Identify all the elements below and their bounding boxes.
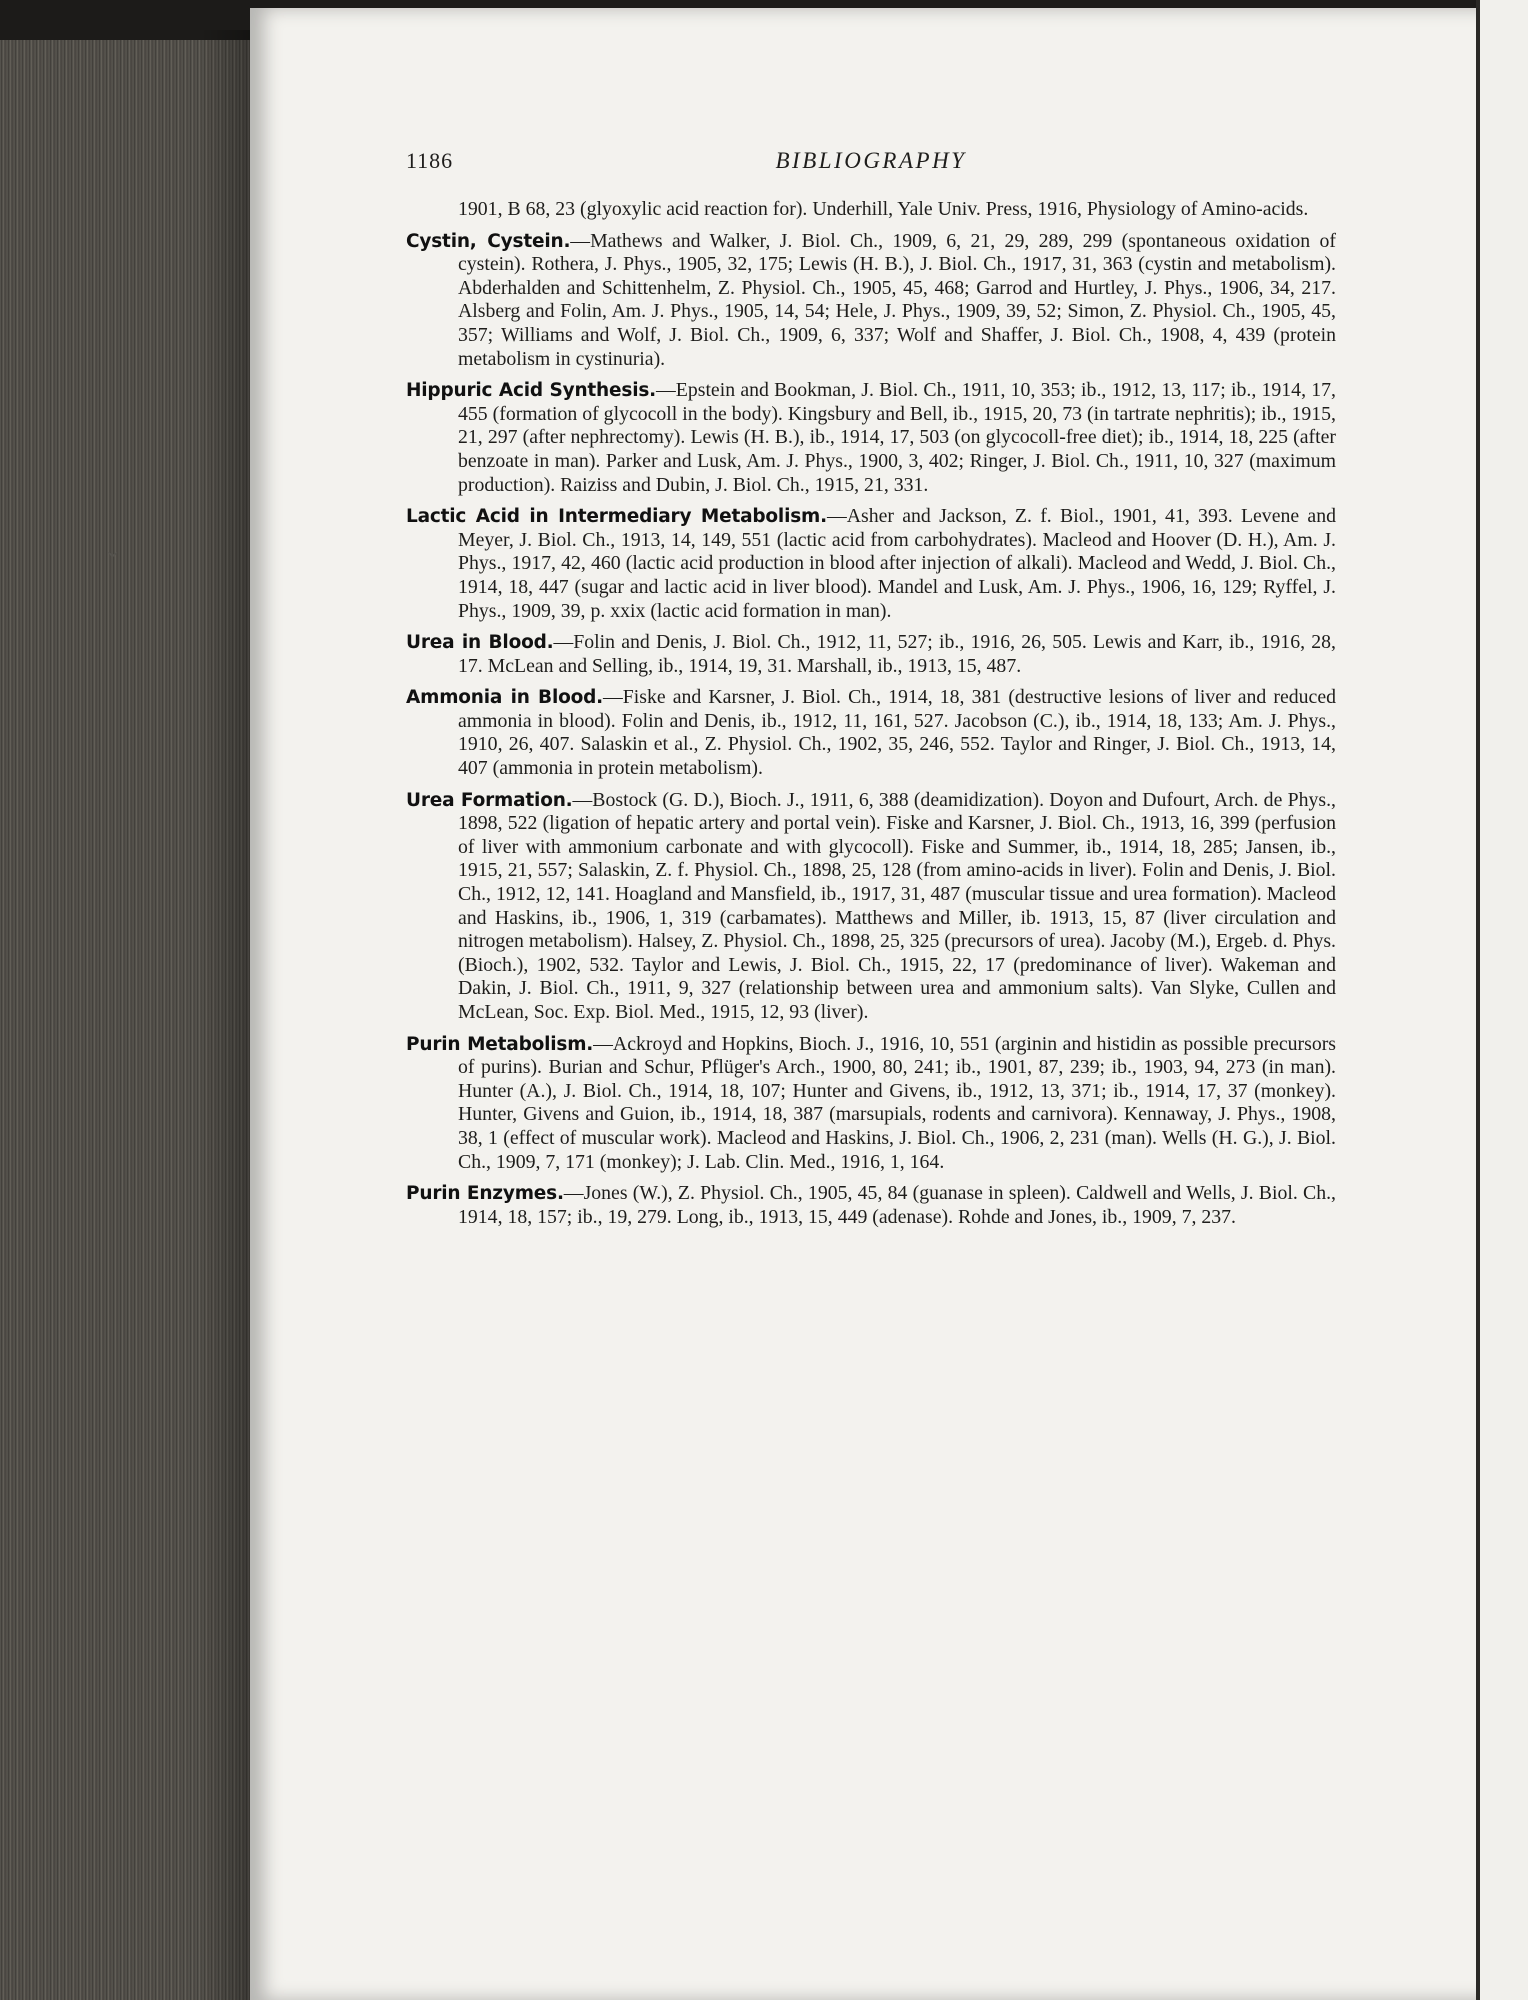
bibliography-entry — [406, 230, 1336, 372]
bibliography-entry — [406, 1182, 1336, 1229]
entry-text: —Bostock (G. D.), Bioch. J., 1911, 6, 388 (deamidization). Doyon and Dufourt, Arch. de Phys., 1898, 522 (ligation of hepatic artery and portal vein). Fiske and Karsner, J. Biol. Ch., 1913, 16, 399 (perfusion of liver with ammonium carbonate and with glycocoll). Fiske and Summer, ib., 1914, 18, 285; Jansen, ib., 1915, 21, 557; Salaskin, Z. f. Physiol. Ch., 1898, 25, 128 (from amino-acids in liver). Folin and Denis, J. Biol. Ch., 1912, 12, 141. Hoagland and Mansfield, ib., 1917, 31, 487 (muscular tissue and urea formation). Macleod and Haskins, ib., 1906, 1, 319 (carbamates). Matthews and Miller, ib. 1913, 15, 87 (liver circulation and nitrogen metabolism). Halsey, Z. Physiol. Ch., 1898, 25, 325 (precursors of urea). Jacoby (M.), Ergeb. d. Phys. (Bioch.), 1902, 532. Taylor and Lewis, J. Biol. Ch., 1915, 22, 17 (predominance of liver). Wakeman and Dakin, J. Biol. Ch., 1911, 9, 327 (relationship between urea and ammonium salts). Van Slyke, Cullen and McLean, Soc. Exp. Biol. Med., 1915, 12, 93 (liver). — [458, 788, 1336, 1023]
entry-text: —Ackroyd and Hopkins, Bioch. J., 1916, 10, 551 (arginin and histidin as possible precursors of purins). Burian and Schur, Pflüger's Arch., 1900, 80, 241; ib., 1901, 87, 239; ib., 1903, 94, 273 (in man). Hunter (A.), J. Biol. Ch., 1914, 18, 107; Hunter and Givens, ib., 1912, 13, 371; ib., 1914, 17, 37 (monkey). Hunter, Givens and Guion, ib., 1914, 18, 387 (marsupials, rodents and carnivora). Kennaway, J. Phys., 1908, 38, 1 (effect of muscular work). Macleod and Haskins, J. Biol. Ch., 1906, 2, 231 (man). Wells (H. G.), J. Biol. Ch., 1909, 7, 171 (monkey); J. Lab. Clin. Med., 1916, 1, 164. — [458, 1032, 1336, 1173]
next-page-edge — [1476, 0, 1528, 2000]
page-header — [406, 148, 1336, 178]
entry-term: Hippuric Acid Synthesis. — [406, 380, 656, 402]
margin-mark: ˇ — [108, 548, 118, 579]
entry-term: Purin Enzymes. — [406, 1183, 564, 1205]
entry-text: —Mathews and Walker, J. Biol. Ch., 1909, 6, 21, 29, 289, 299 (spontaneous oxidation of cystein). Rothera, J. Phys., 1905, 32, 175; Lewis (H. B.), J. Biol. Ch., 1917, 31, 363 (cystin and metabolism). Abderhalden and Schittenhelm, Z. Physiol. Ch., 1905, 45, 468; Garrod and Hurtley, J. Phys., 1906, 34, 217. Alsberg and Folin, Am. J. Phys., 1905, 14, 54; Hele, J. Phys., 1909, 39, 52; Simon, Z. Physiol. Ch., 1905, 45, 357; Williams and Wolf, J. Biol. Ch., 1909, 6, 337; Wolf and Shaffer, J. Biol. Ch., 1908, 4, 439 (protein metabolism in cystinuria). — [458, 229, 1336, 370]
entry-term: Ammonia in Blood. — [406, 687, 603, 709]
bibliography-entry — [406, 789, 1336, 1025]
bibliography-entry — [406, 686, 1336, 780]
bibliography-entry — [406, 198, 1336, 222]
bibliography-entries — [406, 198, 1336, 1237]
bibliography-entry — [406, 631, 1336, 678]
bibliography-entry — [406, 505, 1336, 623]
entry-term: Lactic Acid in Intermediary Metabolism. — [406, 506, 827, 528]
bibliography-entry — [406, 379, 1336, 497]
entry-term: Urea in Blood. — [406, 632, 554, 654]
running-head: BIBLIOGRAPHY — [775, 148, 967, 173]
entry-term: Urea Formation. — [406, 789, 573, 811]
entry-text: 1901, B 68, 23 (glyoxylic acid reaction for). Underhill, Yale Univ. Press, 1916, Physiology of Amino-acids. — [458, 198, 1309, 220]
bibliography-entry — [406, 1033, 1336, 1175]
entry-text: —Epstein and Bookman, J. Biol. Ch., 1911, 10, 353; ib., 1912, 13, 117; ib., 1914, 17, 455 (formation of glycocoll in the body). Kingsbury and Bell, ib., 1915, 20, 73 (in tartrate nephritis); ib., 1915, 21, 297 (after nephrectomy). Lewis (H. B.), ib., 1914, 17, 503 (on glycocoll-free diet); ib., 1914, 18, 225 (after benzoate in man). Parker and Lusk, Am. J. Phys., 1900, 3, 402; Ringer, J. Biol. Ch., 1911, 10, 327 (maximum production). Raiziss and Dubin, J. Biol. Ch., 1915, 21, 331. — [458, 379, 1336, 496]
entry-term: Cystin, Cystein. — [406, 230, 571, 252]
entry-text: —Asher and Jackson, Z. f. Biol., 1901, 41, 393. Levene and Meyer, J. Biol. Ch., 1913, 14, 149, 551 (lactic acid from carbohydrates). Macleod and Hoover (D. H.), Am. J. Phys., 1917, 42, 460 (lactic acid production in blood after injection of alkali). Macleod and Wedd, J. Biol. Ch., 1914, 18, 447 (sugar and lactic acid in liver blood). Mandel and Lusk, Am. J. Phys., 1906, 16, 129; Ryffel, J. Phys., 1909, 39, p. xxix (lactic acid formation in man). — [458, 505, 1336, 622]
entry-text: —Fiske and Karsner, J. Biol. Ch., 1914, 18, 381 (destructive lesions of liver and reduced ammonia in blood). Folin and Denis, ib., 1912, 11, 161, 527. Jacobson (C.), ib., 1914, 18, 133; Am. J. Phys., 1910, 26, 407. Salaskin et al., Z. Physiol. Ch., 1902, 35, 246, 552. Taylor and Ringer, J. Biol. Ch., 1913, 14, 407 (ammonia in protein metabolism). — [458, 686, 1336, 780]
entry-text: —Folin and Denis, J. Biol. Ch., 1912, 11, 527; ib., 1916, 26, 505. Lewis and Karr, ib., 1916, 28, 17. McLean and Selling, ib., 1914, 19, 31. Marshall, ib., 1913, 15, 487. — [458, 631, 1336, 677]
entry-text: —Jones (W.), Z. Physiol. Ch., 1905, 45, 84 (guanase in spleen). Caldwell and Wells, J. Biol. Ch., 1914, 18, 157; ib., 19, 279. Long, ib., 1913, 15, 449 (adenase). Rohde and Jones, ib., 1909, 7, 237. — [458, 1182, 1336, 1228]
entry-term: Purin Metabolism. — [406, 1033, 594, 1055]
page-number: 1186 — [406, 148, 454, 173]
